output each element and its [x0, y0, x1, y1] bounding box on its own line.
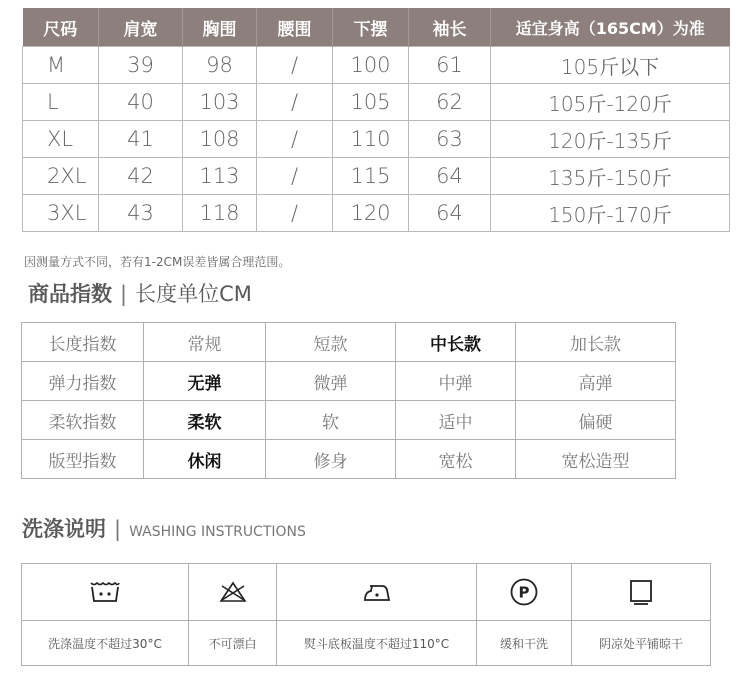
size-table-header [23, 8, 730, 47]
index-option: 中弹 [396, 362, 516, 401]
sleeve-cell: 63 [409, 121, 491, 158]
title-divider: | [114, 517, 122, 541]
table-row [23, 121, 730, 158]
size-cell: L [23, 84, 99, 121]
waist-cell: / [257, 158, 333, 195]
wash-label: 熨斗底板温度不超过110°C [277, 621, 477, 666]
waist-cell: / [257, 195, 333, 232]
table-row [23, 158, 730, 195]
index-row-fit [22, 440, 676, 479]
wash-label: 阴凉处平铺晾干 [572, 621, 711, 666]
shoulder-cell: 42 [99, 158, 183, 195]
index-option: 宽松造型 [516, 440, 676, 479]
weight-cell: 105斤以下 [491, 47, 730, 84]
index-option: 偏硬 [516, 401, 676, 440]
measurement-note: 因测量方式不同，若有1-2CM误差皆属合理范围。 [24, 255, 291, 269]
wash-section-title [22, 513, 306, 543]
hem-cell: 110 [333, 121, 409, 158]
wash-title-main: 洗涤说明 [22, 517, 106, 541]
wash-table [21, 563, 711, 666]
hem-cell: 115 [333, 158, 409, 195]
wash-icon-row [22, 564, 711, 621]
index-label: 长度指数 [22, 323, 144, 362]
shoulder-cell: 41 [99, 121, 183, 158]
dry-flat-shade-icon [627, 578, 655, 606]
size-table [22, 8, 730, 232]
index-option: 加长款 [516, 323, 676, 362]
header-size: 尺码 [23, 8, 99, 47]
sleeve-cell: 62 [409, 84, 491, 121]
index-option: 修身 [266, 440, 396, 479]
header-hem: 下摆 [333, 8, 409, 47]
table-row [23, 47, 730, 84]
weight-cell: 105斤-120斤 [491, 84, 730, 121]
index-option-selected: 柔软 [144, 401, 266, 440]
index-row-length [22, 323, 676, 362]
size-cell: 3XL [23, 195, 99, 232]
hem-cell: 120 [333, 195, 409, 232]
header-waist: 腰围 [257, 8, 333, 47]
header-shoulder: 肩宽 [99, 8, 183, 47]
shoulder-cell: 39 [99, 47, 183, 84]
hem-cell: 105 [333, 84, 409, 121]
dry-clean-letter: P [518, 583, 530, 602]
index-option: 微弹 [266, 362, 396, 401]
header-sleeve: 袖长 [409, 8, 491, 47]
index-option: 常规 [144, 323, 266, 362]
chest-cell: 108 [183, 121, 257, 158]
index-row-softness [22, 401, 676, 440]
table-row [23, 84, 730, 121]
index-row-elasticity [22, 362, 676, 401]
no-bleach-icon [218, 580, 248, 604]
index-label: 柔软指数 [22, 401, 144, 440]
dry-clean-p-icon [509, 577, 539, 607]
waist-cell: / [257, 121, 333, 158]
waist-cell: / [257, 47, 333, 84]
weight-cell: 150斤-170斤 [491, 195, 730, 232]
chest-cell: 113 [183, 158, 257, 195]
weight-cell: 120斤-135斤 [491, 121, 730, 158]
table-row [23, 195, 730, 232]
index-option: 宽松 [396, 440, 516, 479]
index-title-main: 商品指数 [28, 282, 112, 306]
wash-label-row [22, 621, 711, 666]
sleeve-cell: 61 [409, 47, 491, 84]
index-option: 短款 [266, 323, 396, 362]
sleeve-cell: 64 [409, 195, 491, 232]
index-label: 弹力指数 [22, 362, 144, 401]
header-height-weight: 适宜身高（165CM）为准 [491, 8, 730, 47]
wash-title-sub: WASHING INSTRUCTIONS [129, 524, 306, 540]
index-label: 版型指数 [22, 440, 144, 479]
index-option-selected: 休闲 [144, 440, 266, 479]
iron-icon [362, 580, 392, 604]
index-table [21, 322, 676, 479]
index-section-title [28, 278, 252, 308]
chest-cell: 118 [183, 195, 257, 232]
wash-label: 不可漂白 [189, 621, 277, 666]
index-option-selected: 无弹 [144, 362, 266, 401]
size-cell: M [23, 47, 99, 84]
chest-cell: 98 [183, 47, 257, 84]
header-chest: 胸围 [183, 8, 257, 47]
index-title-sub: 长度单位CM [135, 282, 252, 306]
title-divider: | [120, 282, 128, 306]
index-option: 高弹 [516, 362, 676, 401]
chest-cell: 103 [183, 84, 257, 121]
sleeve-cell: 64 [409, 158, 491, 195]
waist-cell: / [257, 84, 333, 121]
index-option-selected: 中长款 [396, 323, 516, 362]
shoulder-cell: 40 [99, 84, 183, 121]
index-option: 软 [266, 401, 396, 440]
weight-cell: 135斤-150斤 [491, 158, 730, 195]
wash-label: 缓和干洗 [477, 621, 572, 666]
size-cell: XL [23, 121, 99, 158]
wash-30-icon [89, 580, 121, 604]
shoulder-cell: 43 [99, 195, 183, 232]
hem-cell: 100 [333, 47, 409, 84]
index-option: 适中 [396, 401, 516, 440]
wash-label: 洗涤温度不超过30°C [22, 621, 189, 666]
size-cell: 2XL [23, 158, 99, 195]
